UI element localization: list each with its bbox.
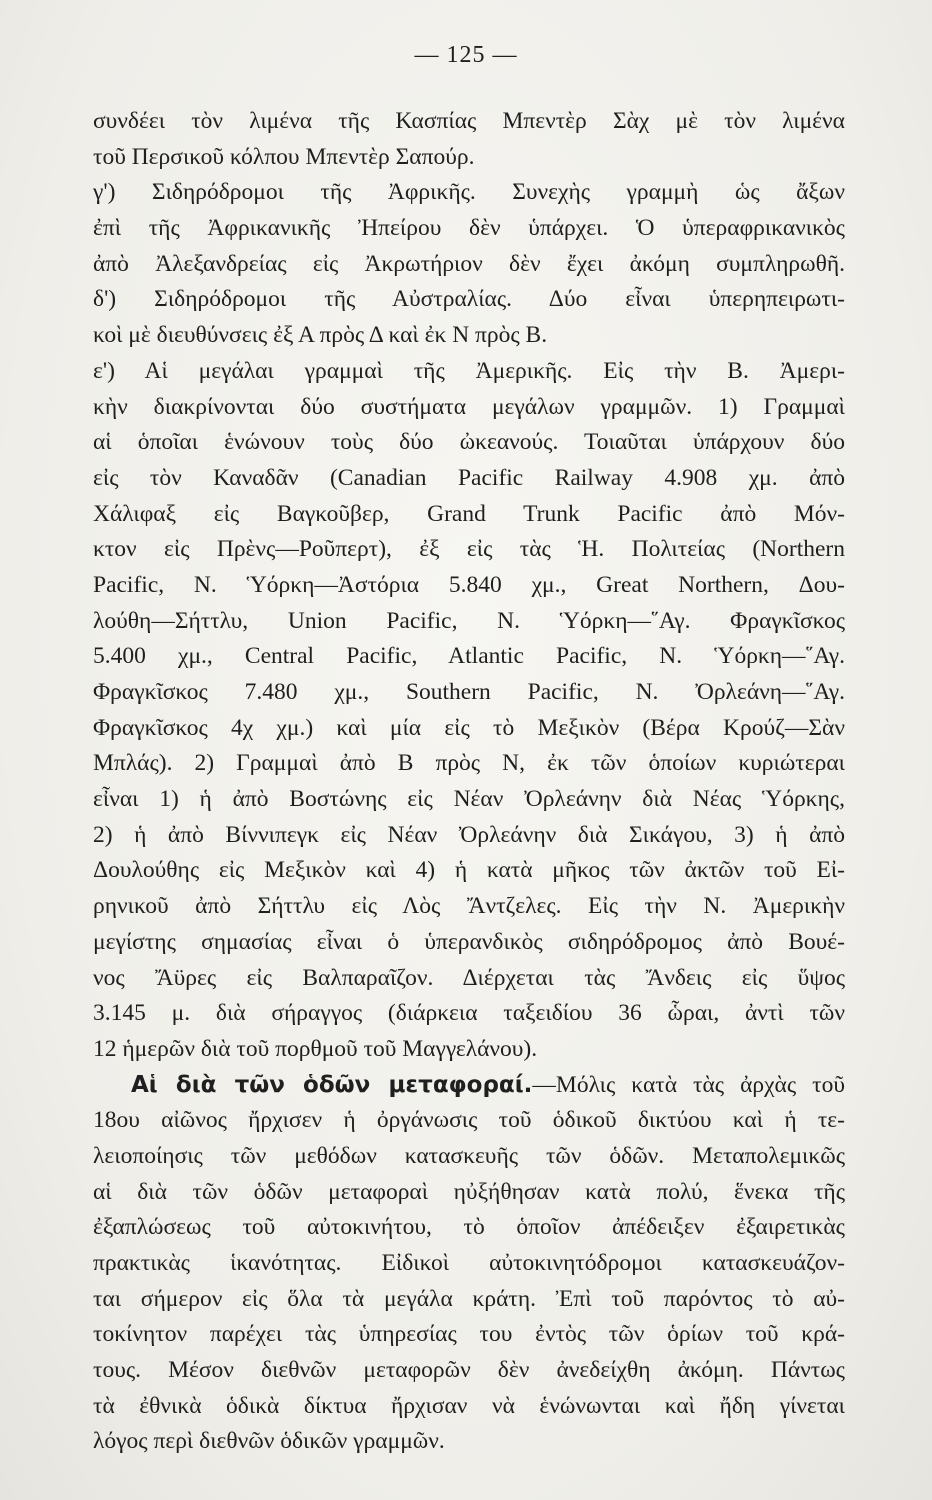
text-line: γ') Σιδηρόδρομοι τῆς Ἀφρικῆς. Συνεχὴς γραμμὴ ὡς ἄξων <box>93 179 845 206</box>
text-line: Δουλούθης εἰς Μεξικὸν καὶ 4) ἡ κατὰ μῆκος τῶν ἀκτῶν τοῦ Εἰ- <box>93 857 845 884</box>
text-line: αἱ ὁποῖαι ἑνώνουν τοὺς δύο ὠκεανούς. Τοιαῦται ὑπάρχουν δύο <box>93 429 845 456</box>
text-line: τοκίνητον παρέχει τὰς ὑπηρεσίας του ἐντὸς τῶν ὁρίων τοῦ κρά- <box>93 1321 845 1348</box>
text-line: τους. Μέσον διεθνῶν μεταφορῶν δὲν ἀνεδείχθη ἀκόμη. Πάντως <box>93 1357 845 1384</box>
text-line: πρακτικὰς ἱκανότητας. Εἰδικοὶ αὐτοκινητόδρομοι κατασκευάζον- <box>93 1250 845 1276</box>
text-line: ἀπὸ Ἀλεξανδρείας εἰς Ἀκρωτήριον δὲν ἔχει ἀκόμη συμπληρωθῆ. <box>93 250 845 277</box>
text-line: ἐξαπλώσεως τοῦ αὐτοκινήτου, τὸ ὁποῖον ἀπέδειξεν ἐξαιρετικὰς <box>93 1214 845 1241</box>
text-line: νος Ἄϋρες εἰς Βαλπαραῖζον. Διέρχεται τὰς Ἄνδεις εἰς ὕψος <box>93 964 845 991</box>
text-line: ται σήμερον εἰς ὅλα τὰ μεγάλα κράτη. Ἐπὶ τοῦ παρόντος τὸ αὐ- <box>93 1285 845 1312</box>
text-line: δ') Σιδηρόδρομοι τῆς Αὐστραλίας. Δύο εἶναι ὑπερηπειρωτι- <box>93 286 845 313</box>
text-line: συνδέει τὸν λιμένα τῆς Κασπίας Μπεντὲρ Σὰχ μὲ τὸν λιμένα <box>93 108 845 134</box>
text-line: κοὶ μὲ διευθύνσεις ἐξ Α πρὸς Δ καὶ ἐκ Ν πρὸς Β. <box>93 322 548 349</box>
text-line: τοῦ Περσικοῦ κόλπου Μπεντὲρ Σαπούρ. <box>93 143 475 170</box>
text-line: ρηνικοῦ ἀπὸ Σήττλυ εἰς Λὸς Ἄντζελες. Εἰς τὴν Ν. Ἀμερικὴν <box>93 893 845 920</box>
text-line: εἰς τὸν Καναδᾶν (Canadian Pacific Railway 4.908 χμ. ἀπὸ <box>93 464 845 491</box>
text-line: λούθη—Σήττλυ, Union Pacific, N. Ὑόρκη—῞Αγ. Φραγκῖσκος <box>93 607 845 634</box>
text-line: ἐπὶ τῆς Ἀφρικανικῆς Ἠπείρου δὲν ὑπάρχει. Ὁ ὑπεραφρικανικὸς <box>93 215 845 242</box>
text-line: εἶναι 1) ἡ ἀπὸ Βοστώνης εἰς Νέαν Ὀρλεάνην διὰ Νέας Ὑόρκης, <box>93 786 845 813</box>
text-line: Φραγκῖσκος 7.480 χμ., Southern Pacific, N. Ὀρλεάνη—῞Αγ. <box>93 679 845 705</box>
section-first-line <box>93 1068 845 1104</box>
text-line: κὴν διακρίνονται δύο συστήματα μεγάλων γραμμῶν. 1) Γραμμαὶ <box>93 393 845 420</box>
text-line: αἱ διὰ τῶν ὁδῶν μεταφοραὶ ηὐξήθησαν κατὰ πολύ, ἕνεκα τῆς <box>93 1178 845 1205</box>
page-number: — 125 — <box>414 42 518 68</box>
text-line: κτον εἰς Πρὲνς—Ροῦπερτ), ἐξ εἰς τὰς Ἡ. Πολιτείας (Northern <box>93 536 845 563</box>
text-line: 12 ἡμερῶν διὰ τοῦ πορθμοῦ τοῦ Μαγγελάνου). <box>93 1035 538 1062</box>
text-line: ε') Αἱ μεγάλαι γραμμαὶ τῆς Ἀμερικῆς. Εἰς τὴν Β. Ἀμερι- <box>93 357 845 384</box>
section-first-line-text: —Μόλις κατὰ τὰς ἀρχὰς τοῦ <box>532 1071 845 1098</box>
text-line: λόγος περὶ διεθνῶν ὁδικῶν γραμμῶν. <box>93 1428 445 1455</box>
text-line: μεγίστης σημασίας εἶναι ὁ ὑπερανδικὸς σιδηρόδρομος ἀπὸ Βουέ- <box>93 928 845 955</box>
text-line: 5.400 χμ., Central Pacific, Atlantic Pacific, N. Ὑόρκη—῞Αγ. <box>93 643 845 670</box>
text-line: 18ου αἰῶνος ἤρχισεν ἡ ὀργάνωσις τοῦ ὁδικοῦ δικτύου καὶ ἡ τε- <box>93 1107 845 1134</box>
text-line: Μπλάς). 2) Γραμμαὶ ἀπὸ Β πρὸς Ν, ἐκ τῶν ὁποίων κυριώτεραι <box>93 750 845 777</box>
text-line: λειοποίησις τῶν μεθόδων κατασκευῆς τῶν ὁδῶν. Μεταπολεμικῶς <box>93 1142 845 1169</box>
section-heading: Αἱ διὰ τῶν ὁδῶν μεταφοραί. <box>131 1071 533 1098</box>
text-line: Φραγκῖσκος 4χ χμ.) καὶ μία εἰς τὸ Μεξικὸν (Βέρα Κρούζ—Σὰν <box>93 714 845 741</box>
text-line: τὰ ἐθνικὰ ὁδικὰ δίκτυα ἤρχισαν νὰ ἑνώνωνται καὶ ἤδη γίνεται <box>93 1392 845 1419</box>
text-line: Pacific, N. Ὑόρκη—Ἀστόρια 5.840 χμ., Great Northern, Δου- <box>93 571 845 598</box>
text-line: 3.145 μ. διὰ σήραγγος (διάρκεια ταξειδίου 36 ὧραι, ἀντὶ τῶν <box>93 1000 845 1027</box>
body-text <box>93 104 845 1460</box>
text-line: Χάλιφαξ εἰς Βαγκοῦβερ, Grand Trunk Pacific ἀπὸ Μόν- <box>93 500 845 527</box>
text-line: 2) ἡ ἀπὸ Βίννιπεγκ εἰς Νέαν Ὀρλεάνην διὰ Σικάγου, 3) ἡ ἀπὸ <box>93 821 845 848</box>
